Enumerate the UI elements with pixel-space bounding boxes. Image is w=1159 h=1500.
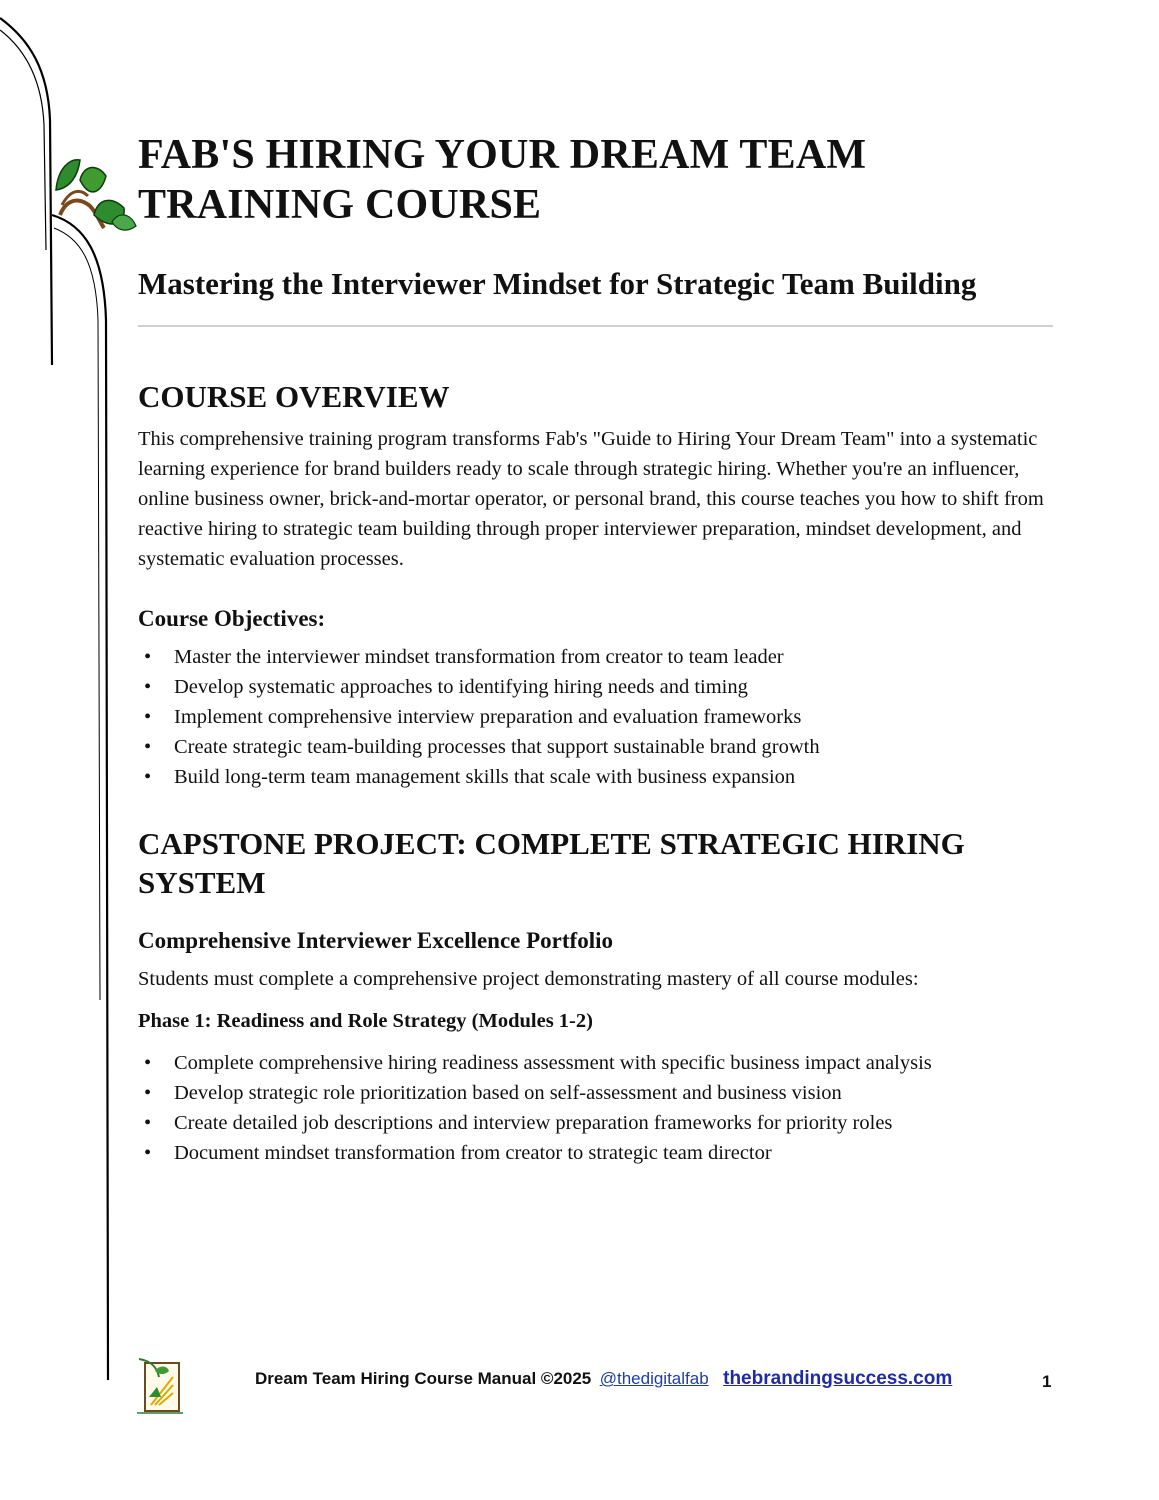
vine-stem-long-inner [54,228,100,1000]
list-item: • Document mindset transformation from creator to strategic team director [138,1138,1053,1168]
footer-manual-text: Dream Team Hiring Course Manual ©2025 [255,1369,592,1388]
divider [138,325,1053,327]
list-item: • Build long-term team management skills that scale with business expansion [138,762,1053,792]
phase-1-list [138,1048,1053,1168]
objectives-heading: Course Objectives: [138,606,326,631]
footer-handle-link[interactable]: @thedigitalfab [599,1369,709,1388]
vine-stem-inner [0,30,46,250]
list-item: • Develop strategic role prioritization based on self-assessment and business vision [138,1078,1053,1108]
portfolio-intro: Students must complete a comprehensive project demonstrating mastery of all course modules: [138,968,919,990]
list-item: • Develop systematic approaches to identifying hiring needs and timing [138,672,1053,702]
footer-site-link[interactable]: thebrandingsuccess.com [723,1368,953,1389]
vine-decoration-icon [0,0,140,1400]
objectives-list [138,642,1053,792]
list-item: • Master the interviewer mindset transformation from creator to team leader [138,642,1053,672]
vine-stem-outer [0,18,52,365]
list-item: • Complete comprehensive hiring readiness assessment with specific business impact analysis [138,1048,1053,1078]
page-content [138,130,1053,1168]
list-item: • Implement comprehensive interview preparation and evaluation frameworks [138,702,1053,732]
page-subtitle: Mastering the Interviewer Mindset for Strategic Team Building [138,266,977,301]
phase-1-heading: Phase 1: Readiness and Role Strategy (Modules 1-2) [138,1010,593,1032]
page-title [138,130,1053,230]
list-item: • Create strategic team-building processes that support sustainable brand growth [138,732,1053,762]
list-item: • Create detailed job descriptions and interview preparation frameworks for priority roles [138,1108,1053,1138]
title-line-2: TRAINING COURSE [138,182,542,228]
capstone-heading: CAPSTONE PROJECT: COMPLETE STRATEGIC HIRING SYSTEM [138,826,965,900]
page-number: 1 [1042,1372,1052,1391]
footer [255,1368,952,1396]
overview-paragraph: This comprehensive training program transforms Fab's "Guide to Hiring Your Dream Team" into a systematic learning experience for brand builders ready to scale through strategic hiring. Whether you're an influencer, online business owner, brick-and-mortar operator, or personal brand, this course teaches you how to shift from reactive hiring to strategic team building through proper interviewer preparation, mindset development, and systematic evaluation processes. [138,428,1044,570]
portfolio-heading: Comprehensive Interviewer Excellence Portfolio [138,928,613,953]
title-line-1: FAB'S HIRING YOUR DREAM TEAM [138,132,867,178]
brand-logo-icon [137,1357,183,1415]
overview-heading: COURSE OVERVIEW [138,379,450,414]
